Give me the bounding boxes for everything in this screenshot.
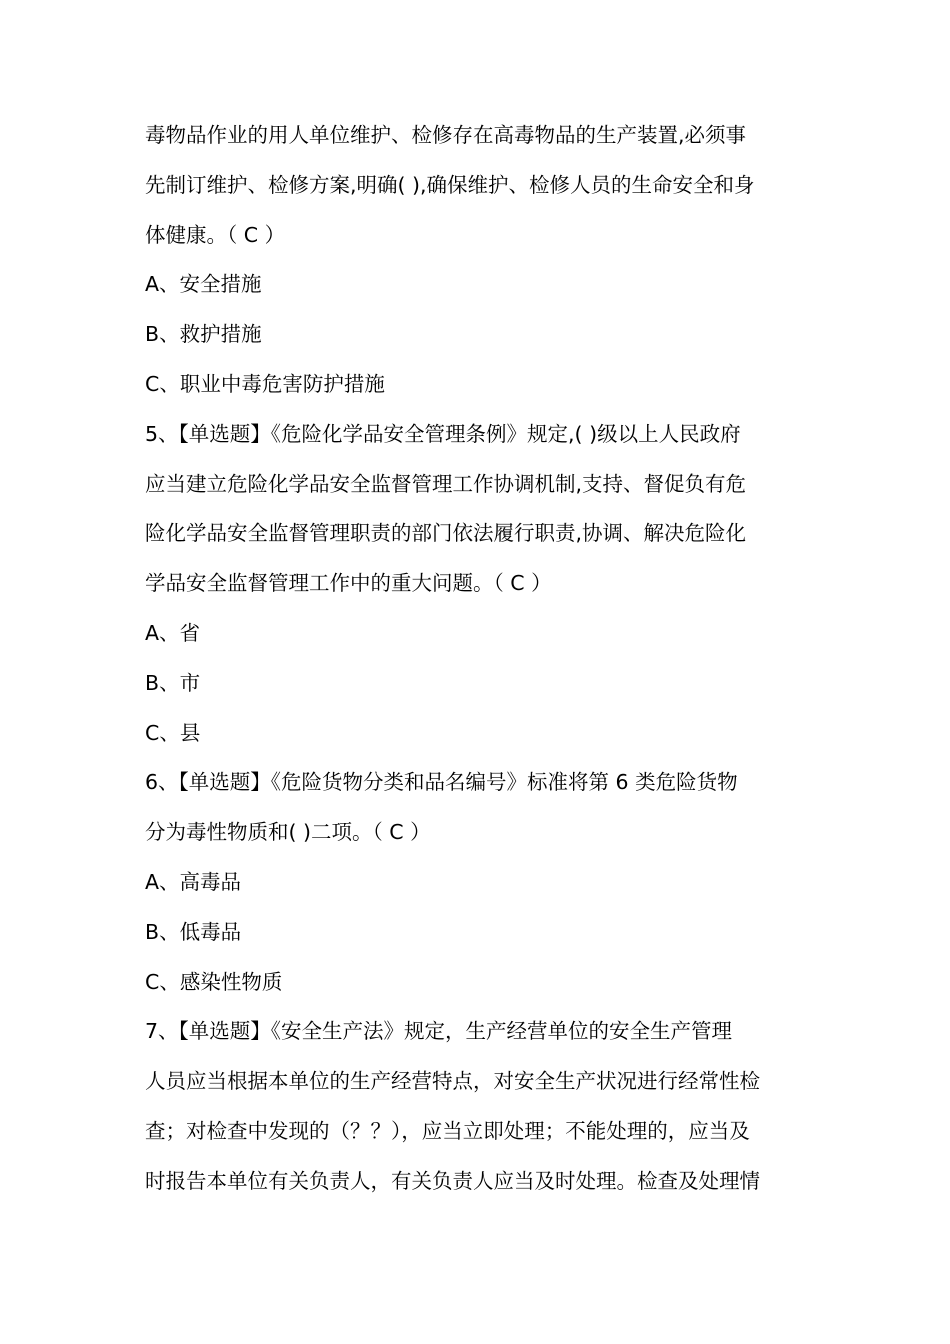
question-5-text-line-1: 5、【单选题】《危险化学品安全管理条例》规定,( )级以上人民政府	[145, 421, 741, 446]
question-6-text-line-2: 分为毒性物质和( )二项。（ C ）	[145, 820, 431, 845]
question-4-text-line-3: 体健康。（ C ）	[145, 222, 286, 247]
question-6-option-a: A、高毒品	[145, 869, 242, 894]
question-5-option-c: C、县	[145, 720, 201, 745]
question-7-text-line-4: 时报告本单位有关负责人，有关负责人应当及时处理。检查及处理情	[145, 1168, 760, 1193]
question-4-text-line-1: 毒物品作业的用人单位维护、检修存在高毒物品的生产装置,必须事	[145, 123, 747, 147]
question-6-option-c: C、感染性物质	[145, 969, 283, 994]
question-4-option-c: C、职业中毒危害防护措施	[145, 371, 385, 396]
question-5-option-b: B、市	[145, 670, 201, 695]
question-6-text-line-1: 6、【单选题】《危险货物分类和品名编号》标准将第 6 类危险货物	[145, 770, 738, 795]
question-5-text-line-4: 学品安全监督管理工作中的重大问题。（ C ）	[145, 571, 552, 596]
question-4-text-line-2: 先制订维护、检修方案,明确( ),确保维护、检修人员的生命安全和身	[145, 172, 755, 197]
question-4-option-b: B、救护措施	[145, 322, 262, 347]
question-7-text-line-2: 人员应当根据本单位的生产经营特点，对安全生产状况进行经常性检	[145, 1069, 760, 1094]
question-5-text-line-2: 应当建立危险化学品安全监督管理工作协调机制,支持、督促负有危	[145, 471, 747, 496]
question-4-option-a: A、安全措施	[145, 272, 262, 297]
question-7-text-line-3: 查；对检查中发现的（？？），应当立即处理；不能处理的，应当及	[145, 1118, 750, 1143]
question-5-option-a: A、省	[145, 620, 201, 645]
question-6-option-b: B、低毒品	[145, 919, 242, 944]
page-content	[145, 111, 810, 1207]
question-7-text-line-1: 7、【单选题】《安全生产法》规定，生产经营单位的安全生产管理	[145, 1019, 733, 1044]
question-5-text-line-3: 险化学品安全监督管理职责的部门依法履行职责,协调、解决危险化	[145, 521, 747, 546]
